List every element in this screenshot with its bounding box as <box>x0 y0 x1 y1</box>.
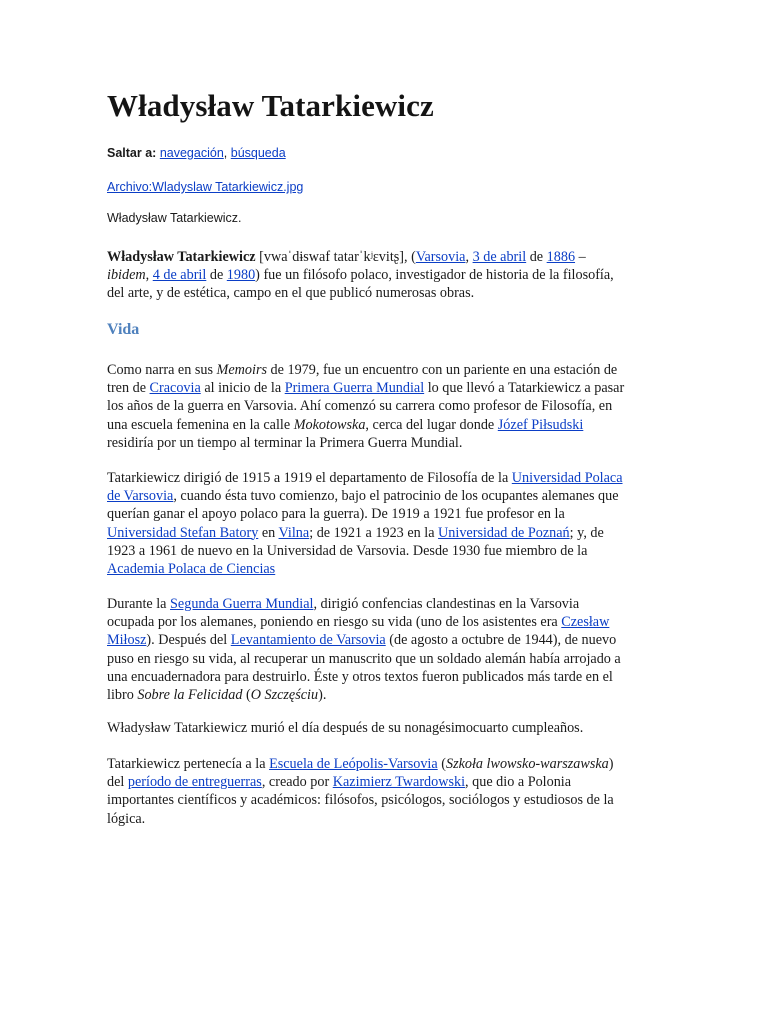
link-cracovia[interactable]: Cracovia <box>149 380 201 397</box>
page-title: Władysław Tatarkiewicz <box>107 88 434 123</box>
intro-line-2: ibidem, 4 de abril de 1980) fue un filósofo polaco, investigador de historia de la filosofía, <box>107 267 614 284</box>
link-pilsudski[interactable]: Józef Piłsudski <box>497 416 584 433</box>
link-death-date[interactable]: 4 de abril <box>152 267 207 284</box>
link-universidad-polaca[interactable]: Universidad Polaca <box>511 470 623 486</box>
link-death-year[interactable]: 1980 <box>226 267 256 284</box>
paragraph-5: Tatarkiewicz pertenecía a la Escuela de Leópolis-Varsovia (Szkoła lwowsko-warszawska) del período de entreguerras, creado por Kazimierz Twardowski, que dio a Polonia importantes científicos y académicos: filósofos, psicólogos, sociólogos y estudiosos de la lógica. <box>107 756 614 827</box>
link-universidad-polaca-cont[interactable]: de Varsovia <box>107 488 174 505</box>
link-milosz[interactable]: Czesław <box>561 614 610 631</box>
link-milosz-cont[interactable]: Miłosz <box>107 632 147 649</box>
paragraph-1: Como narra en sus Memoirs de 1979, fue un encuentro con un pariente en una estación de tren de Cracovia al inicio de la Primera Guerra Mundial lo que llevó a Tatarkiewicz a pasar los años de la guerra en Varsovia. Ahí comenzó su carrera como profesor de Filosofía, en una escuela femenina en la calle Mokotowska, cerca del lugar donde Józef Piłsudski residiría por un tiempo al terminar la Primera Guerra Mundial. <box>107 362 625 451</box>
intro-line-3: del arte, y de estética, campo en el que publicó numerosas obras. <box>107 285 475 302</box>
link-vilna[interactable]: Vilna <box>278 524 310 541</box>
link-poznan[interactable]: Universidad de Poznań <box>438 524 570 541</box>
subject-name: Władysław Tatarkiewicz <box>107 249 256 265</box>
link-varsovia[interactable]: Varsovia <box>415 249 466 265</box>
link-segunda-guerra[interactable]: Segunda Guerra Mundial <box>170 596 314 612</box>
paragraph-4: Władysław Tatarkiewicz murió el día después de su nonagésimocuarto cumpleaños. <box>107 720 584 736</box>
file-link[interactable]: Archivo:Wladyslaw Tatarkiewicz.jpg <box>107 180 304 194</box>
intro-line-1: Władysław Tatarkiewicz [vwaˈdɨswaf tatarˈkʲɛvitʂ], (Varsovia, 3 de abril de 1886 – <box>107 249 586 265</box>
jump-separator: , <box>223 146 228 160</box>
jump-label: Saltar a: <box>107 146 157 160</box>
search-link[interactable]: búsqueda <box>230 146 286 160</box>
link-entreguerras[interactable]: período de entreguerras <box>127 774 262 791</box>
section-heading-vida: Vida <box>107 321 140 338</box>
link-stefan-batory[interactable]: Universidad Stefan Batory <box>107 524 259 541</box>
link-escuela[interactable]: Escuela de Leópolis-Varsovia <box>269 756 438 772</box>
link-primera-guerra[interactable]: Primera Guerra Mundial <box>284 380 425 397</box>
paragraph-2: Tatarkiewicz dirigió de 1915 a 1919 el departamento de Filosofía de la Universidad Polaca de Varsovia, cuando ésta tuvo comienzo, bajo el patrocinio de los ocupantes alemanes que querían ganar el apoyo polaco para la guerra). De 1919 a 1921 fue profesor en la Universidad Stefan Batory en Vilna; de 1921 a 1923 en la Universidad de Poznań; y, de 1923 a 1961 de nuevo en la Universidad de Varsovia. Desde 1930 fue miembro de la Academia Polaca de Ciencias <box>107 470 623 578</box>
image-caption: Władysław Tatarkiewicz. <box>107 211 242 225</box>
link-levantamiento[interactable]: Levantamiento de Varsovia <box>230 632 386 649</box>
navigation-link[interactable]: navegación <box>159 146 224 160</box>
link-twardowski[interactable]: Kazimierz Twardowski <box>332 774 466 791</box>
intro-paragraph <box>107 248 663 303</box>
link-birth-date[interactable]: 3 de abril <box>472 249 527 265</box>
file-link-line <box>107 180 303 194</box>
paragraph-3: Durante la Segunda Guerra Mundial, dirigió confencias clandestinas en la Varsovia ocupada por los alemanes, poniendo en riesgo su vida (uno de los asistentes era Czesław Miłosz). Después del Levantamiento de Varsovia (de agosto a octubre de 1944), de nuevo puso en riesgo su vida, al recuperar un manuscrito que un soldado alemán había arrojado a una encuadernadora para destruirlo. Éste y otros textos fueron publicados más tarde en el libro Sobre la Felicidad (O Szczęściu). <box>107 596 621 704</box>
jump-links <box>107 146 286 160</box>
link-academia[interactable]: Academia Polaca de Ciencias <box>107 561 276 578</box>
link-birth-year[interactable]: 1886 <box>546 249 576 265</box>
